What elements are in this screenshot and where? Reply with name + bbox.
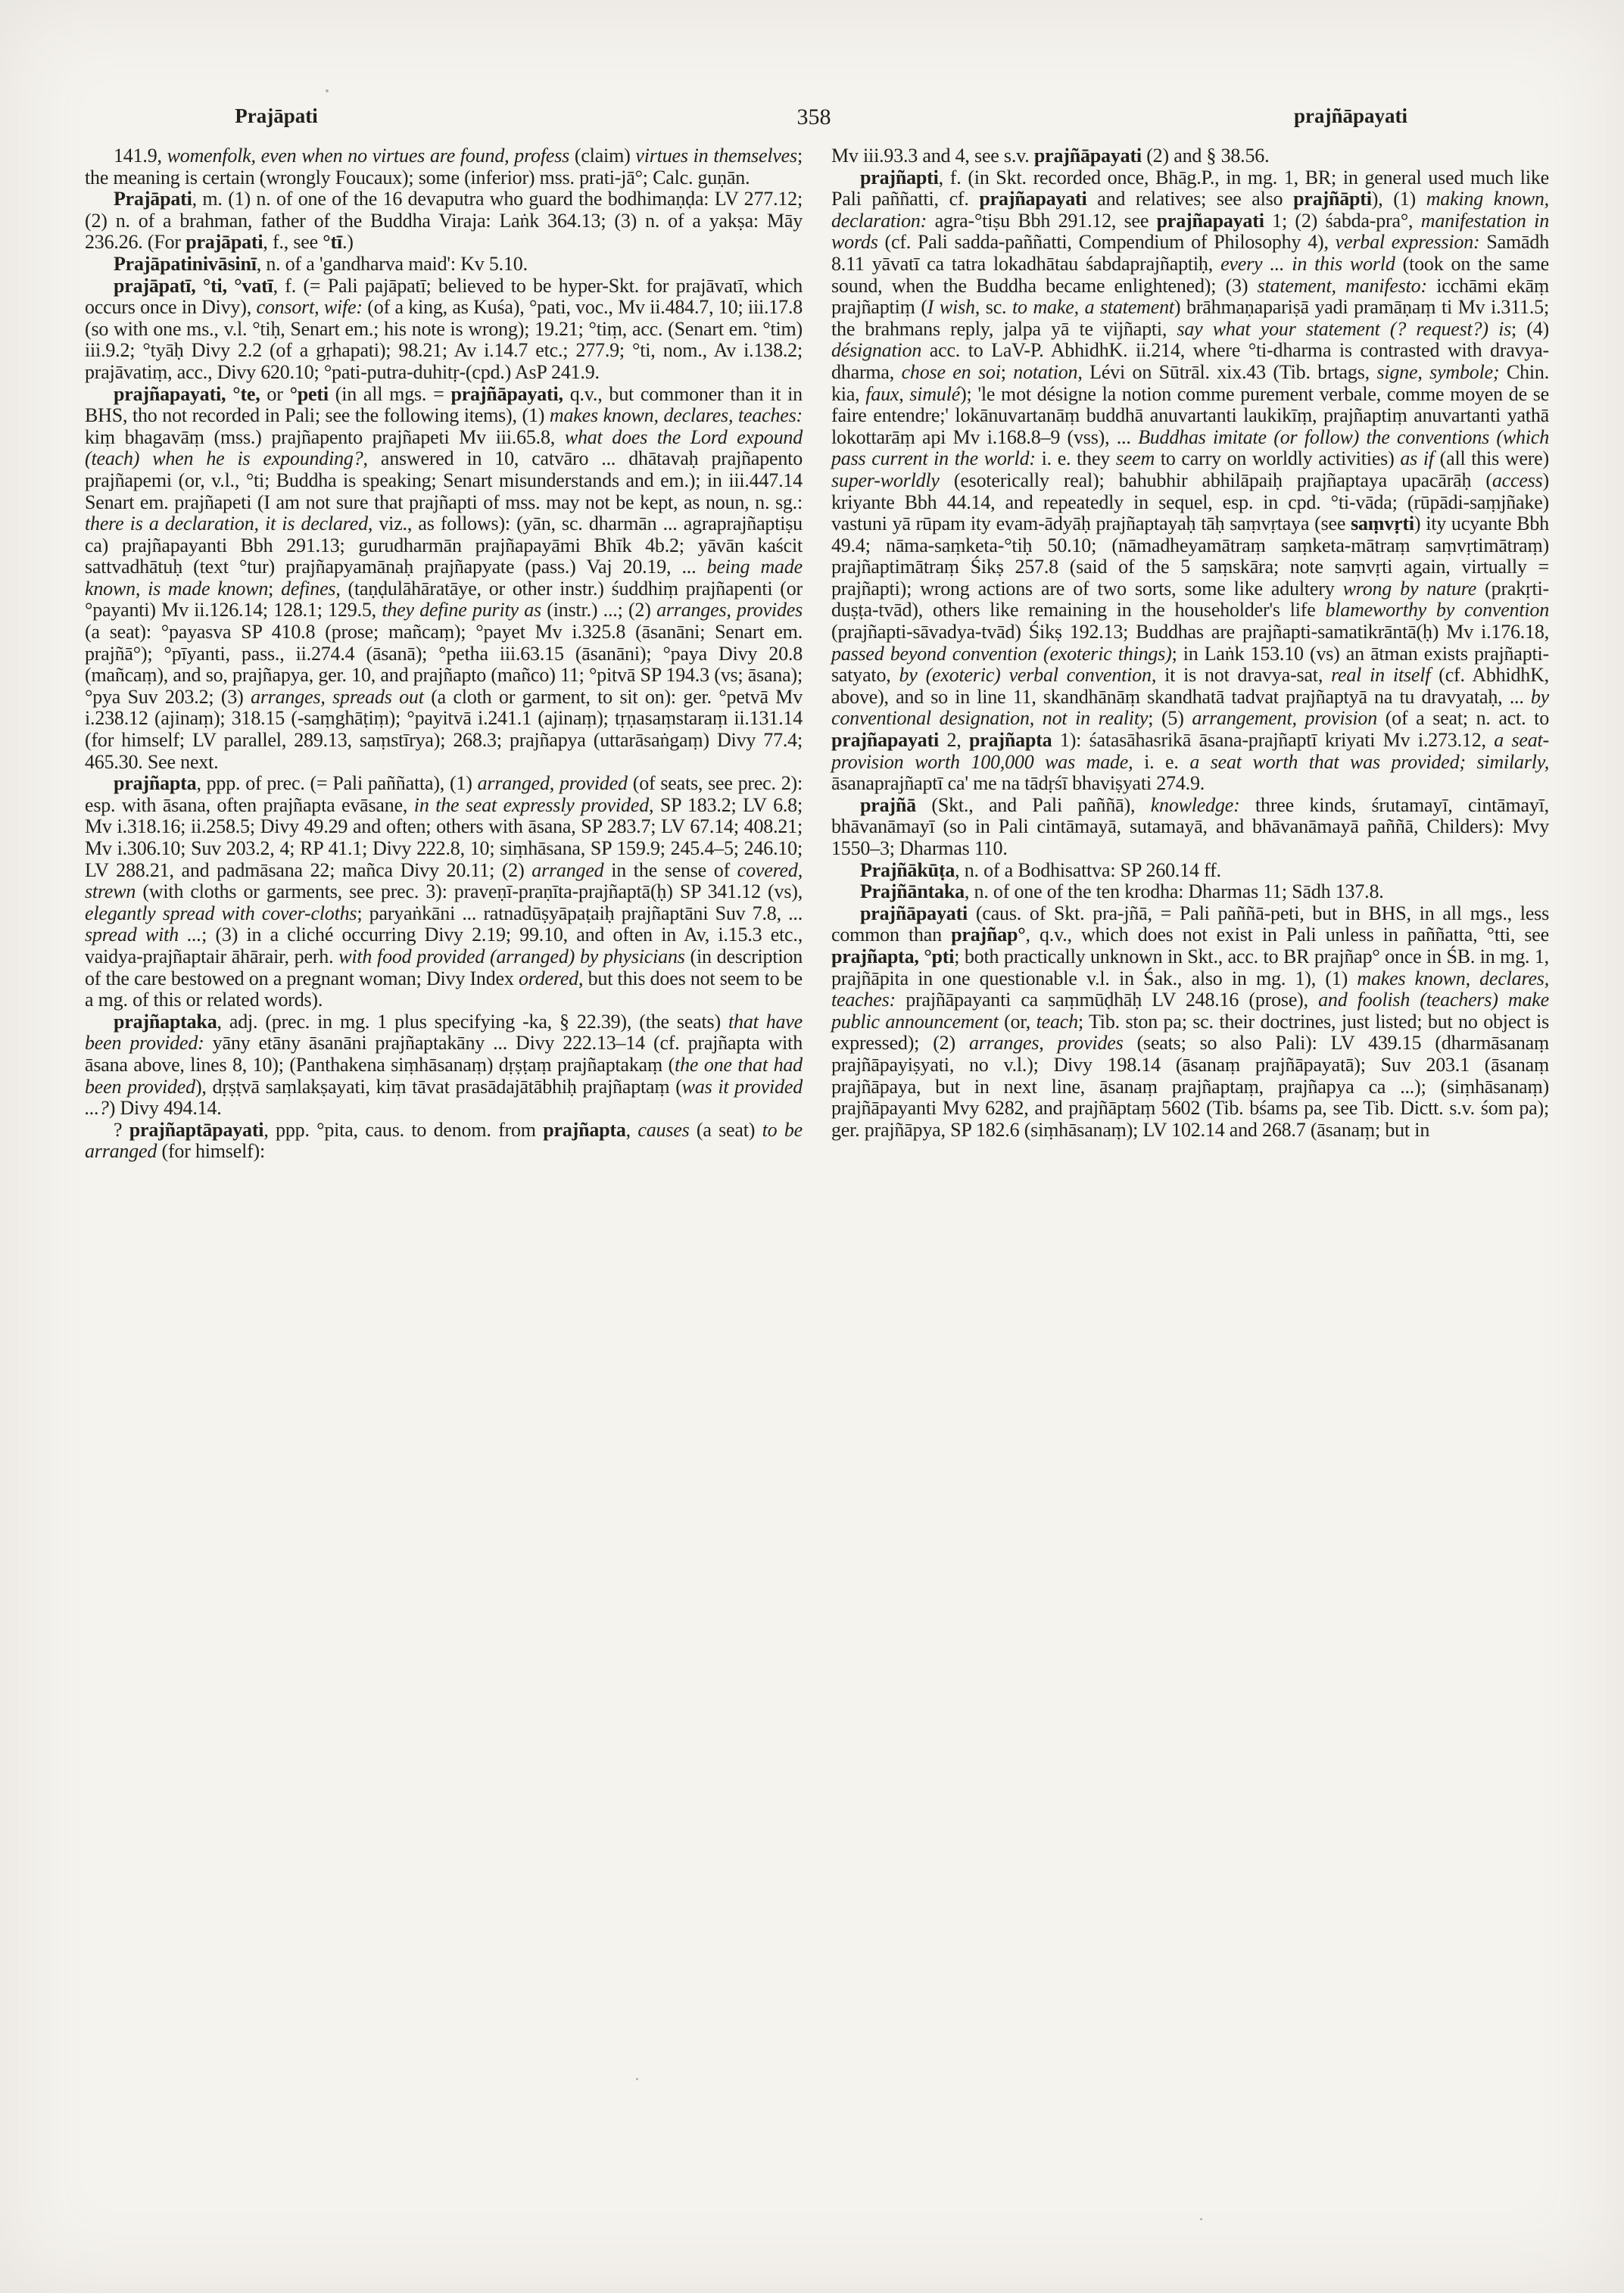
bold-text: prajñāpayati, [450, 382, 563, 405]
plain-text: (seats; so also Pali): LV 439.15 (dharmāsanaṃ prajñāpayiṣyati, no v.l.); Divy 198.14 (āsanaṃ prajñāpayatā); Suv 203.1 (āsanaṃ prajñāpaya, but in next line, āsanaṃ prajñaptaṃ, prajñapya ca ...); (siṃhāsanaṃ) prajñāpayanti Mvy 6282, and prajñāptaṃ 5602 (Tib. bśams pa, see Tib. Dictt. s.v. śom pa); ger. prajñāpya, SP 182.6 (siṃhāsanaṃ); LV 102.14 and 268.7 (āsanaṃ; but in [831, 1032, 1549, 1141]
plain-text: (all this were) [1433, 447, 1549, 470]
italic-text: a seat-provision worth 100,000 was made, [831, 729, 1550, 773]
italic-text: arranges, provides [968, 1032, 1124, 1055]
italic-text: chose en soi [901, 360, 1001, 383]
right-column [831, 145, 1549, 1163]
italic-text: in the seat expressly provided, [413, 793, 654, 816]
italic-text: and foolish (teachers) make public announcement [831, 989, 1549, 1033]
scan-speck [1200, 2218, 1202, 2220]
italic-text: manifestation in words [831, 209, 1549, 254]
guide-word-left: Prajāpati [235, 104, 318, 127]
plain-text: ); 'le mot désigne la notion comme purement verbale, comme moyen de se faire entendre;' lokānuvartanāṃ buddhā anuvartanti laukikīṃ, prajñaptiṃ anuvartanti yathā lokottarāṃ api Mv i.168.8–9 (vss), ... [831, 382, 1550, 448]
entry-paragraph [831, 860, 1549, 882]
italic-text: womenfolk, even when no virtues are found, profess [167, 145, 570, 167]
italic-text: being made known, is made known [85, 556, 803, 600]
plain-text: ; in Laṅk 153.10 (vs) an ātman exists prajñapti-satyato, [831, 642, 1550, 687]
bold-text: prajñapayati [831, 729, 940, 752]
italic-text: signe, symbole; [1376, 360, 1500, 383]
italic-text: arrangement, provision [1192, 707, 1377, 730]
plain-text: (in all mgs. = [328, 382, 451, 405]
plain-text: three kinds, śrutamayī, cintāmayī, bhāvanāmayī (so in Pali cintāmayā, sutamayā, and bhāvanāmayā paññā, Childers): Mvy 1550–3; Dharmas 110. [831, 793, 1549, 859]
italic-text: by (exoteric) verbal convention, [899, 664, 1157, 687]
bold-text: prajñapti [860, 166, 939, 188]
italic-text: statement, manifesto: [1257, 274, 1427, 297]
italic-text: causes [637, 1118, 690, 1141]
plain-text: kiṃ bhagavāṃ (mss.) prajñapento prajñapeti Mv iii.65.8, [85, 425, 565, 448]
bold-text: prajñapta, °pti [831, 945, 955, 967]
plain-text: SP 183.2; LV 6.8; Mv i.318.16; ii.258.5; Divy 49.29 and often; others with āsana, SP 283.7; LV 67.14; 408.21; Mv i.306.10; Suv 203.2, 4; RP 41.1; Divy 222.8, 10; siṃhāsana, SP 159.9; 245.4–5; 246.10; LV 288.21, and padmāsana 22; mañca Divy 20.11; (2) [85, 793, 803, 881]
bold-text: prajāpatī, °ti, °vatī [114, 274, 273, 297]
plain-text: , ppp. °pita, caus. to denom. from [263, 1118, 544, 1141]
italic-text: with food provided (arranged) by physicians [338, 945, 685, 967]
italic-text: Buddhas imitate (or follow) the conventions (which pass current in the world: [831, 425, 1549, 470]
bold-text: prajñapta [969, 729, 1052, 752]
bold-text: Prajāpatinivāsinī [114, 252, 257, 275]
bold-text: Prajāpati [114, 188, 192, 210]
italic-text: arranged [531, 858, 604, 881]
plain-text: (taṇḍulāhāratāye, or other instr.) śuddhiṃ prajñapenti (or °payanti) Mv ii.126.14; 128.1; 129.5, [85, 577, 803, 622]
plain-text: agra-°tiṣu Bbh 291.12, see [927, 209, 1157, 232]
plain-text: acc. to LaV-P. AbhidhK. ii.214, where °ti-dharma is contrasted with dravya-dharma, [831, 339, 1549, 383]
plain-text: , m. (1) n. of one of the 16 devaputra who guard the bodhimaṇḍa: LV 277.12; (2) n. of a brahman, father of the Buddha Viraja: Laṅk 364.13; (3) n. of a yakṣa: Māy 236.26. (For [85, 188, 803, 254]
entry-paragraph [831, 903, 1549, 1142]
italic-text: makes known, declares, teaches: [831, 967, 1549, 1011]
plain-text: (esoterically real); bahubhir abhilāpaiḥ prajñaptaya upacārāḥ ( [939, 469, 1492, 491]
plain-text: (of seats, see prec. 2): esp. with āsana, often prajñapta evāsane, [85, 772, 803, 816]
italic-text: it is declared, [265, 512, 373, 535]
text-columns [85, 145, 1549, 1163]
italic-text: by conventional designation, not in reality [831, 685, 1549, 730]
italic-text: super-worldly [831, 469, 940, 491]
plain-text: ; (5) [1148, 707, 1192, 730]
italic-text: that have been provided: [85, 1010, 803, 1055]
plain-text: , answered in 10, catvāro ... dhātavaḥ prajñapento prajñapemi (or, v.l., °ti; Buddha is speaking; Senart misunderstands and em.); in iii.447.14 Senart em. prajñapeti (I am not sure that prajñapti of mss. may not be kept, as noun, n. sg.: [85, 447, 803, 513]
plain-text: i. e. they [1035, 447, 1116, 470]
plain-text: ) Divy 494.14. [108, 1097, 222, 1120]
plain-text: ; paryaṅkāni ... ratnadūṣyāpaṭaiḥ prajñaptāni Suv 7.8, ... [357, 902, 803, 924]
plain-text: (a seat): °payasva SP 410.8 (prose; mañcaṃ); °payet Mv i.325.8 (āsanāni; Senart em. prajñā°); °pīyanti, pass., ii.274.4 (āsanā); °petha iii.63.15 (āsanāni); °paya Divy 20.8 (mañcaṃ), and so, prajñapya, ger. 10, and prajñapto (mañco) 11; °pitvā SP 194.3 (vs; āsana); °pya Suv 203.2; (3) [85, 621, 803, 708]
plain-text: ) kriyante Bbh 44.14, and repeatedly in sequel, esp. in cpd. °ti-vāda; (rūpādi-saṃjñake) vastuni yā rūpam ity evam-ādyāḥ prajñaptayaḥ tāḥ saṃvṛtaya (see [831, 469, 1549, 535]
plain-text: , but this does not seem to be a mg. of this or related words). [85, 967, 803, 1011]
italic-text: to make, a statement [1012, 296, 1174, 319]
plain-text: i. e. [1133, 750, 1190, 773]
italic-text: wrong by nature [1342, 577, 1477, 600]
italic-text: I wish, [927, 296, 980, 319]
italic-text: the one that had been provided [85, 1053, 803, 1098]
plain-text: ; [268, 577, 282, 600]
plain-text: (took on the same sound, when the Buddha became enlightened); (3) [831, 252, 1549, 297]
plain-text: ) ity ucyante Bbh 49.4; nāma-saṃketa-°tiḥ 50.10; (nāmadheyamātraṃ saṃketa-mātraṃ saṃvṛtimātraṃ) prajñaptimātraṃ Śikṣ 257.8 (said of the 5 saṃskāra; note saṃvṛti again, virtually = prajñapti); wrong actions are of two sorts, some like adultery [831, 512, 1549, 600]
plain-text: q.v., but commoner than it in BHS, tho not recorded in Pali; see the following items), (1) [85, 382, 803, 427]
plain-text: Mv iii.93.3 and 4, see s.v. [831, 145, 1034, 167]
entry-paragraph [85, 1011, 803, 1120]
italic-text: faux, simulé [865, 382, 961, 405]
plain-text: , f. (= Pali pajāpatī; believed to be hyper-Skt. for prajāvatī, which occurs once in Divy), [85, 274, 803, 319]
italic-text: ordered [518, 967, 578, 989]
italic-text: there is a declaration, [85, 512, 259, 535]
italic-text: as if [1400, 447, 1434, 470]
plain-text: (cf. Pali sadda-paññatti, Compendium of Philosophy 4), [877, 231, 1336, 254]
plain-text: , [625, 1118, 638, 1141]
plain-text: , n. of one of the ten krodha: Dharmas 11; Sādh 137.8. [964, 880, 1384, 903]
italic-text: every ... in this world [1220, 252, 1395, 275]
scan-speck [326, 89, 329, 92]
bold-text: prajñaptaka [114, 1010, 217, 1033]
plain-text: , n. of a 'gandharva maid': Kv 5.10. [256, 252, 528, 275]
bold-text: prajñapta [543, 1118, 626, 1141]
italic-text: what does the Lord expound (teach) when he is expounding? [85, 425, 803, 470]
italic-text: teach [1036, 1010, 1078, 1033]
bold-text: prajñapayati [1156, 209, 1264, 232]
scan-speck [636, 2078, 638, 2080]
plain-text: Lévi on Sūtrāl. xix.43 (Tib. brtags, [1082, 360, 1377, 383]
italic-text: to be arranged [85, 1118, 803, 1163]
italic-text: makes known, declares, teaches: [549, 404, 803, 427]
entry-paragraph [831, 881, 1549, 903]
left-column [85, 145, 803, 1163]
italic-text: covered, strewn [85, 858, 803, 903]
entry-paragraph [85, 1120, 803, 1163]
plain-text: (in description of the care bestowed on a pregnant woman; Divy Index [85, 945, 803, 989]
entry-paragraph [85, 276, 803, 384]
bold-text: prajñaptāpayati [129, 1118, 264, 1141]
bold-text: prajñā [860, 793, 916, 816]
plain-text: (prakṛti-duṣṭa-tvād), others like remaining in the householder's life [831, 577, 1550, 622]
entry-paragraph [831, 795, 1549, 860]
italic-text: seem [1115, 447, 1155, 470]
plain-text: (of a king, as Kuśa), °pati, voc., Mv ii.484.7, 10; iii.17.8 (so with one ms., v.l. °tiḥ, Senart em.; his note is wrong); 19.21; °tiṃ, acc. (Senart em. °tim) iii.9.2; °tyāḥ Divy 2.2 (of a gṛhapati); 98.21; Av i.14.7 etc.; 277.9; °ti, nom., Av i.138.2; prajāvatiṃ, acc., Divy 620.10; °pati-putra-duhitṛ-(cpd.) AsP 241.9. [85, 296, 803, 383]
italic-text: access [1492, 469, 1543, 491]
plain-text: 1): śatasāhasrikā āsana-prajñaptī kriyati Mv i.273.12, [1052, 729, 1495, 752]
plain-text: icchāmi ekāṃ prajñaptiṃ ( [831, 274, 1550, 319]
bold-text: prajñāpayati [860, 902, 968, 924]
plain-text: ; the meaning is certain (wrongly Foucaux); some (inferior) mss. prati-jā°; Calc. guṇān. [85, 145, 803, 188]
italic-text: defines, [281, 577, 341, 600]
plain-text: ) brāhmaṇapariṣā yadi pramāṇaṃ ti Mv i.311.5; the brahmans reply, jalpa yā te vijñapti, [831, 296, 1549, 340]
plain-text: ; (4) [1511, 317, 1549, 340]
entry-paragraph [85, 773, 803, 1011]
plain-text: , f., see [263, 231, 323, 254]
plain-text: it is not dravya-sat, [1156, 664, 1332, 687]
plain-text: , q.v., which does not exist in Pali unless in paññatta, °tti, see [1025, 924, 1549, 946]
plain-text: (claim) [569, 145, 636, 167]
plain-text: and relatives; see also [1086, 188, 1294, 210]
entry-paragraph [85, 145, 803, 188]
plain-text: (with cloths or garments, see prec. 3): praveṇī-praṇīta-prajñaptā(ḥ) SP 341.12 (vs), [136, 880, 803, 903]
italic-text: arranged, provided [477, 772, 628, 795]
bold-text: Prajñāntaka [860, 880, 965, 903]
plain-text: viz., as follows): (yān, sc. dharmān ... agraprajñaptiṣu ca) prajñapayanti Bbh 291.13; gurudharmān prajñapayāmi Bhīk 4b.2; yāvān kaścit sattvadhātuḥ (text °tur) prajñapyamānaḥ prajñapyate (pass.) Vaj 20.19, ... [85, 512, 803, 578]
bold-text: prajāpati [185, 231, 263, 254]
plain-text: ), (1) [1371, 188, 1426, 210]
plain-text: ? [114, 1118, 129, 1141]
entry-paragraph [85, 384, 803, 774]
plain-text: yāny etāny āsanāni prajñaptakāny ... Divy 222.13–14 (cf. prajñapta with āsana above, lines 8, 10); (Panthakena siṃhāsanaṃ) dṛṣṭaṃ prajñaptakaṃ ( [85, 1032, 803, 1076]
bold-text: °peti [289, 382, 329, 405]
plain-text: ), dṛṣṭvā saṃlakṣayati, kiṃ tāvat prasādajātābhiḥ prajñaptaṃ ( [195, 1075, 682, 1098]
plain-text: (Skt., and Pali paññā), [915, 793, 1151, 816]
plain-text: prajñāpayanti ca saṃmūḍhāḥ LV 248.16 (prose), [896, 989, 1319, 1011]
italic-text: a seat worth that was provided; similarly, [1189, 750, 1549, 773]
italic-text: spread with ... [85, 924, 202, 946]
plain-text: (caus. of Skt. pra-jñā, = Pali paññā-peti, but in BHS, in all mgs., less common than [831, 902, 1549, 946]
entry-paragraph [85, 188, 803, 254]
bold-text: prajñap° [951, 924, 1026, 946]
plain-text: (or, [998, 1010, 1036, 1033]
entry-paragraph [831, 167, 1549, 795]
bold-text: prajñapta [114, 772, 197, 795]
plain-text: .) [341, 231, 354, 254]
plain-text: ; Tib. ston pa; sc. their doctrines, just listed; but no object is expressed); (2) [831, 1010, 1550, 1055]
plain-text: , ppp. of prec. (= Pali paññatta), (1) [196, 772, 478, 795]
italic-text: knowledge: [1150, 793, 1240, 816]
italic-text: real in itself [1331, 664, 1431, 687]
bold-text: saṃvṛti [1351, 512, 1414, 535]
plain-text: Samādh 8.11 yāvatī ca tatra lokadhātau śabdaprajñaptiḥ, [831, 231, 1549, 275]
italic-text: virtues in themselves [635, 145, 797, 167]
plain-text: (instr.) ...; (2) [541, 599, 657, 622]
bold-text: Prajñākūṭa [860, 858, 955, 881]
bold-text: prajñāpti [1293, 188, 1372, 210]
bold-text: prajñapayati, °te, [114, 382, 260, 405]
plain-text: Chin. kia, [831, 360, 1549, 405]
bold-text: °tī [323, 231, 342, 254]
plain-text: 1; (2) śabda-pra°, [1264, 209, 1421, 232]
plain-text: , adj. (prec. in mg. 1 plus specifying -ka, § 22.39), (the seats) [217, 1010, 728, 1033]
bold-text: prajñapayati [979, 188, 1087, 210]
plain-text: ; (3) in a cliché occurring Divy 2.19; 99.10, and often in Av, i.15.3 etc., vaidya-prajñaptair āhārair, perh. [85, 924, 803, 967]
plain-text: āsanaprajñaptī ca' me na tādṛśī bhaviṣyati 274.9. [831, 772, 1205, 795]
plain-text: (prajñapti-sāvadya-tvād) Śikṣ 192.13; Buddhas are prajñapti-samatikrāntā(ḥ) Mv i.176.18, [831, 621, 1549, 643]
plain-text: 141.9, [114, 145, 167, 167]
italic-text: elegantly spread with cover-cloths [85, 902, 357, 924]
italic-text: making known, declaration: [831, 188, 1549, 232]
plain-text: , n. of a Bodhisattva: SP 260.14 ff. [955, 858, 1221, 881]
plain-text: ; both practically unknown in Skt., acc. to BR prajñap° once in ŚB. in mg. 1, prajñāpita in one questionable v.l. in Śak., also in mg. 1), (1) [831, 945, 1549, 989]
plain-text: (of a seat; n. act. to [1377, 707, 1549, 730]
plain-text: (a seat) [689, 1118, 762, 1141]
italic-text: say what your statement (? request?) is [1177, 317, 1512, 340]
entry-paragraph [85, 254, 803, 276]
plain-text: sc. [980, 296, 1013, 319]
running-head [85, 104, 1549, 135]
italic-text: passed beyond convention (exoteric things) [831, 642, 1172, 665]
bold-text: prajñāpayati [1033, 145, 1142, 167]
italic-text: they define purity as [382, 599, 541, 622]
italic-text: notation, [1013, 360, 1083, 383]
entry-paragraph [831, 145, 1549, 167]
italic-text: arranges, spreads out [251, 685, 424, 708]
guide-word-right: prajñāpayati [1293, 104, 1408, 127]
page-number: 358 [796, 104, 831, 129]
plain-text: (cf. AbhidhK, above), and so in line 11, skandhānāṃ skandhatā tadvat prajñaptyā na tu dravyataḥ, ... [831, 664, 1549, 708]
italic-text: consort, wife: [256, 296, 363, 319]
plain-text: 2, [939, 729, 970, 752]
plain-text [259, 512, 265, 534]
plain-text: ; [1000, 360, 1014, 383]
plain-text: in the sense of [603, 858, 737, 881]
plain-text: or [260, 382, 290, 405]
plain-text: , f. (in Skt. recorded once, Bhāg.P., in mg. 1, BR; in general used much like Pali paññatti, cf. [831, 166, 1549, 210]
italic-text: verbal expression: [1335, 231, 1480, 254]
italic-text: désignation [831, 339, 922, 362]
plain-text: (a cloth or garment, to sit on): ger. °petvā Mv i.238.12 (ajinaṃ); 318.15 (-saṃghāṭiṃ); °payitvā i.241.1 (ajinaṃ); tṛṇasaṃstaraṃ ii.131.14 (for himself; LV parallel, 289.13, saṃstīrya); 268.3; prajñapya (uttarāsaṅgaṃ) Divy 77.4; 465.30. See next. [85, 685, 803, 773]
plain-text: (for himself): [157, 1140, 266, 1163]
italic-text: blameworthy by convention [1325, 599, 1550, 622]
italic-text: was it provided ...? [85, 1075, 803, 1120]
italic-text: arranges, provides [656, 599, 803, 622]
plain-text: to carry on worldly activities) [1155, 447, 1401, 470]
plain-text: (2) and § 38.56. [1141, 145, 1270, 167]
